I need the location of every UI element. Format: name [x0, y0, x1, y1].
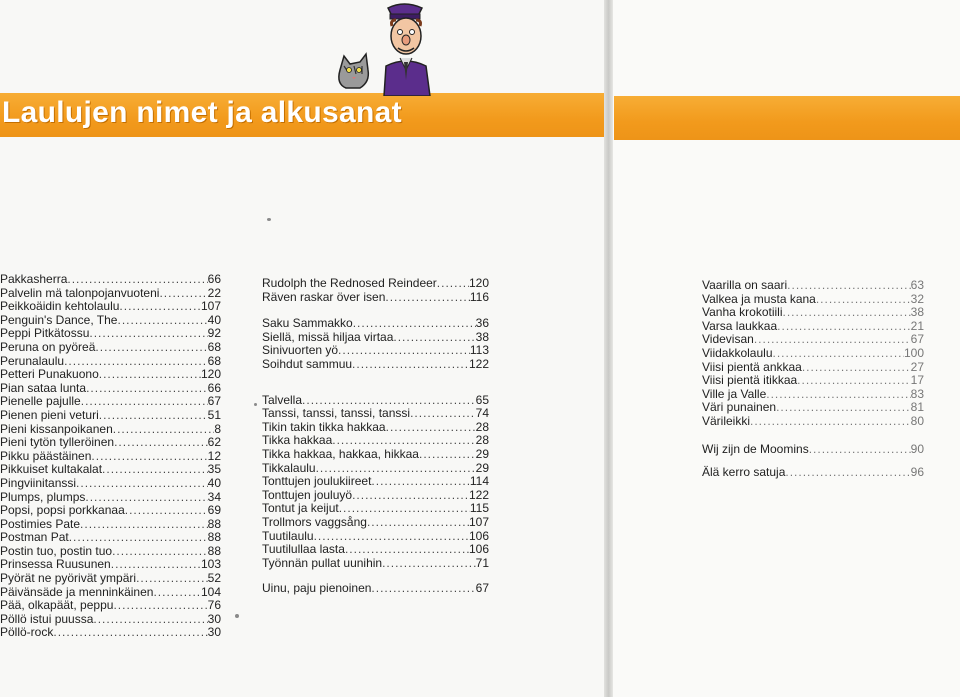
dot-leader — [777, 320, 910, 334]
page-number: 22 — [207, 285, 221, 300]
dot-leader — [302, 394, 476, 408]
page-number: 76 — [207, 598, 221, 613]
index-entry — [262, 407, 489, 421]
song-title: Pienelle pajulle — [0, 394, 81, 409]
dot-leader — [437, 277, 469, 291]
page-number: 120 — [200, 367, 221, 382]
dot-leader — [345, 543, 469, 557]
dot-leader — [386, 421, 476, 435]
song-title: Tontut ja keijut — [262, 501, 339, 516]
song-title: Palvelin mä talonpojanvuoteni — [0, 285, 160, 300]
dot-leader — [112, 545, 208, 559]
index-entry — [262, 489, 489, 503]
dot-leader — [89, 327, 207, 341]
group-spacer — [262, 372, 489, 394]
index-entry — [0, 287, 221, 301]
song-title: Pienen pieni veturi — [0, 407, 99, 422]
index-entry — [262, 557, 489, 571]
page-number: 122 — [468, 356, 489, 371]
song-title: Päivänsäde ja menninkäinen — [0, 584, 154, 599]
index-entry — [0, 531, 221, 545]
song-title: Sinivuorten yö — [262, 343, 339, 358]
index-entry — [0, 436, 221, 450]
song-title: Tonttujen jouluyö — [262, 487, 353, 502]
dot-leader — [754, 333, 911, 347]
group-spacer — [702, 429, 924, 443]
index-entry — [0, 491, 221, 505]
dot-leader — [86, 382, 208, 396]
page-number: 28 — [475, 433, 489, 448]
index-entry — [262, 434, 489, 448]
song-title: Viisi pientä itikkaa — [702, 373, 798, 388]
index-entry — [702, 443, 924, 457]
song-title: Penguin's Dance, The — [0, 312, 118, 327]
song-index-right-column — [702, 279, 924, 480]
dot-leader — [371, 475, 469, 489]
index-entry — [0, 613, 221, 627]
index-entry — [0, 518, 221, 532]
page-number: 67 — [910, 332, 924, 347]
page-number: 71 — [475, 555, 489, 570]
paper-speck — [235, 614, 239, 618]
index-entry — [262, 331, 489, 345]
song-title: Postman Pat — [0, 530, 69, 545]
song-title: Ville ja Valle — [702, 386, 767, 401]
song-title: Siellä, missä hiljaa virtaa — [262, 329, 394, 344]
song-title: Pyörät ne pyörivät ympäri — [0, 571, 137, 586]
page-number: 27 — [910, 359, 924, 374]
index-entry — [262, 344, 489, 358]
index-entry — [262, 543, 489, 557]
dot-leader — [797, 374, 910, 388]
page-number: 29 — [475, 446, 489, 461]
page-number: 100 — [903, 345, 924, 360]
postman-and-cat-illustration — [326, 0, 436, 96]
page-number: 116 — [469, 289, 489, 304]
index-entry — [262, 530, 489, 544]
dot-leader — [119, 300, 201, 314]
index-entry — [0, 273, 221, 287]
dot-leader — [371, 582, 475, 596]
dot-leader — [159, 287, 207, 301]
index-entry — [262, 516, 489, 530]
index-entry — [0, 504, 221, 518]
index-entry — [702, 415, 924, 429]
index-entry — [702, 388, 924, 402]
index-entry — [262, 317, 489, 331]
page-number: 81 — [910, 400, 924, 415]
page-number: 30 — [207, 625, 221, 640]
index-entry — [0, 558, 221, 572]
page-number: 106 — [468, 542, 489, 557]
index-entry — [0, 300, 221, 314]
song-title: Soihdut sammuu — [262, 356, 353, 371]
song-title: Pöllö-rock — [0, 625, 54, 640]
page-number: 17 — [910, 373, 924, 388]
index-entry — [0, 586, 221, 600]
index-entry — [702, 320, 924, 334]
page-number: 106 — [468, 528, 489, 543]
index-entry — [702, 374, 924, 388]
song-title: Tuutilullaa lasta — [262, 542, 345, 557]
song-title: Varsa laukkaa — [702, 318, 778, 333]
song-title: Popsi, popsi porkkanaa — [0, 503, 125, 518]
dot-leader — [367, 516, 469, 530]
page-number: 28 — [475, 419, 489, 434]
song-title: Vaarilla on saari — [702, 278, 788, 292]
dot-leader — [750, 415, 911, 429]
index-entry — [262, 291, 489, 305]
page-number: 68 — [207, 339, 221, 354]
dot-leader — [419, 448, 476, 462]
song-title: Pieni tytön tylleröinen — [0, 435, 115, 450]
page-number: 52 — [207, 571, 221, 586]
song-title: Viisi pientä ankkaa — [702, 359, 802, 374]
index-entry — [702, 293, 924, 307]
song-index-left-column — [0, 273, 221, 640]
dot-leader — [125, 504, 208, 518]
dot-leader — [382, 557, 476, 571]
index-entry — [0, 477, 221, 491]
dot-leader — [766, 388, 910, 402]
page-number: 66 — [207, 380, 221, 395]
song-title: Pakkasherra — [0, 272, 68, 286]
dot-leader — [95, 341, 207, 355]
page-number: 40 — [207, 475, 221, 490]
page-number: 80 — [910, 413, 924, 428]
page-number: 122 — [468, 487, 489, 502]
page-number: 113 — [469, 343, 489, 358]
dot-leader — [787, 279, 910, 293]
dot-leader — [64, 355, 208, 369]
dot-leader — [339, 502, 470, 516]
index-entry — [0, 382, 221, 396]
index-entry — [702, 347, 924, 361]
dot-leader — [99, 409, 208, 423]
song-title: Tanssi, tanssi, tanssi, tanssi — [262, 406, 411, 421]
dot-leader — [782, 306, 910, 320]
page-number: 36 — [475, 316, 489, 331]
index-entry — [0, 599, 221, 613]
index-entry — [0, 395, 221, 409]
page-number: 88 — [207, 516, 221, 531]
index-entry — [0, 341, 221, 355]
song-title: Talvella — [262, 392, 303, 407]
page-number: 38 — [475, 329, 489, 344]
page-number: 107 — [468, 514, 489, 529]
page-number: 83 — [910, 386, 924, 401]
song-title: Postin tuo, postin tuo — [0, 543, 113, 558]
song-title: Saku Sammakko — [262, 316, 353, 331]
page-number: 104 — [200, 584, 221, 599]
index-entry — [702, 279, 924, 293]
dot-leader — [352, 489, 469, 503]
page-number: 62 — [207, 435, 221, 450]
index-entry — [262, 502, 489, 516]
song-title: Valkea ja musta kana — [702, 291, 816, 306]
page-number: 92 — [207, 326, 221, 341]
dot-leader — [76, 477, 208, 491]
dot-leader — [114, 436, 208, 450]
song-index-middle-column — [262, 277, 489, 596]
index-entry — [262, 462, 489, 476]
postman-icon — [384, 4, 430, 96]
dot-leader — [99, 368, 201, 382]
page-number: 8 — [214, 421, 221, 436]
page-number: 114 — [469, 474, 489, 489]
book-gutter — [604, 0, 613, 697]
index-entry — [702, 333, 924, 347]
song-title: Työnnän pullat uunihin — [262, 555, 383, 570]
index-entry — [262, 448, 489, 462]
song-title: Viidakkolaulu — [702, 345, 773, 360]
song-title: Tikka hakkaa, hakkaa, hikkaa — [262, 446, 419, 461]
index-entry — [0, 626, 221, 640]
song-title: Peruna on pyöreä — [0, 339, 96, 354]
index-entry — [0, 463, 221, 477]
song-title: Vanha krokotiili — [702, 305, 783, 320]
song-title: Pingviinitanssi — [0, 475, 77, 490]
song-title: Perunalaulu — [0, 353, 65, 368]
song-title: Pöllö istui puussa — [0, 611, 94, 626]
index-entry — [0, 409, 221, 423]
dot-leader — [809, 443, 911, 457]
cat-icon — [339, 54, 368, 88]
song-title: Pikkuiset kultakalat — [0, 462, 103, 477]
song-title: Wij zijn de Moomins — [702, 441, 809, 456]
dot-leader — [53, 626, 207, 640]
dot-leader — [117, 314, 207, 328]
page-number: 115 — [469, 501, 489, 516]
index-entry — [0, 450, 221, 464]
index-entry — [0, 368, 221, 382]
dot-leader — [80, 518, 208, 532]
index-entry — [262, 582, 489, 596]
index-entry — [262, 475, 489, 489]
song-title: Räven raskar över isen — [262, 289, 386, 304]
song-title: Trollmors vaggsång — [262, 514, 367, 529]
song-title: Postimies Pate — [0, 516, 81, 531]
dot-leader — [67, 273, 207, 287]
dot-leader — [81, 395, 208, 409]
index-entry — [0, 327, 221, 341]
song-title: Pikku päästäinen — [0, 448, 92, 463]
song-title: Tonttujen joulukiireet — [262, 474, 372, 489]
song-title: Peikkoäidin kehtolaulu — [0, 299, 120, 314]
page-number: 34 — [207, 489, 221, 504]
page-number: 63 — [910, 278, 924, 292]
page-number: 67 — [475, 581, 489, 596]
song-title: Uinu, paju pienoinen — [262, 581, 372, 596]
dot-leader — [802, 361, 911, 375]
song-title: Prinsessa Ruusunen — [0, 557, 111, 572]
page-number: 120 — [468, 276, 489, 290]
index-entry — [702, 401, 924, 415]
song-title: Peppi Pitkätossu — [0, 326, 90, 341]
song-title: Värileikki — [702, 413, 751, 428]
song-title: Pian sataa lunta — [0, 380, 87, 395]
dot-leader — [136, 572, 208, 586]
dot-leader — [338, 344, 470, 358]
dot-leader — [314, 530, 469, 544]
page-title: Laulujen nimet ja alkusanat — [2, 96, 402, 129]
dot-leader — [785, 466, 910, 480]
dot-leader — [91, 450, 207, 464]
song-title: Petteri Punakuono — [0, 367, 99, 382]
page-number: 69 — [207, 503, 221, 518]
index-entry — [0, 314, 221, 328]
dot-leader — [113, 599, 207, 613]
dot-leader — [316, 462, 476, 476]
index-entry — [702, 361, 924, 375]
page-number: 38 — [910, 305, 924, 320]
song-title: Pää, olkapäät, peppu — [0, 598, 114, 613]
page-number: 66 — [207, 272, 221, 286]
page-number: 32 — [910, 291, 924, 306]
song-title: Tikin takin tikka hakkaa — [262, 419, 386, 434]
song-title: Väri punainen — [702, 400, 777, 415]
page-number: 21 — [910, 318, 924, 333]
dot-leader — [332, 434, 475, 448]
page-number: 65 — [475, 392, 489, 407]
dot-leader — [353, 317, 476, 331]
index-entry — [262, 421, 489, 435]
paper-speck — [254, 403, 257, 406]
index-entry — [262, 394, 489, 408]
dot-leader — [816, 293, 911, 307]
song-title: Rudolph the Rednosed Reindeer — [262, 276, 437, 290]
index-entry — [262, 277, 489, 291]
page-number: 67 — [207, 394, 221, 409]
dot-leader — [85, 491, 207, 505]
page-number: 35 — [207, 462, 221, 477]
index-entry — [0, 545, 221, 559]
dot-leader — [773, 347, 904, 361]
dot-leader — [153, 586, 201, 600]
index-entry — [702, 466, 924, 480]
page-number: 30 — [207, 611, 221, 626]
index-entry — [702, 306, 924, 320]
page-number: 90 — [910, 441, 924, 456]
song-title: Tuutilaulu — [262, 528, 314, 543]
page-number: 29 — [475, 460, 489, 475]
dot-leader — [102, 463, 208, 477]
page-number: 88 — [207, 530, 221, 545]
page-number: 40 — [207, 312, 221, 327]
index-entry — [0, 572, 221, 586]
page-number: 88 — [207, 543, 221, 558]
page-number: 103 — [200, 557, 221, 572]
dot-leader — [410, 407, 476, 421]
paper-speck — [267, 218, 271, 221]
dot-leader — [352, 358, 469, 372]
title-banner-right — [614, 96, 960, 140]
page-number: 68 — [207, 353, 221, 368]
page-number: 96 — [910, 465, 924, 480]
song-title: Älä kerro satuja — [702, 465, 786, 480]
page-number: 74 — [475, 406, 489, 421]
dot-leader — [93, 613, 207, 627]
dot-leader — [776, 401, 911, 415]
index-entry — [0, 423, 221, 437]
dot-leader — [113, 423, 215, 437]
song-title: Tikka hakkaa — [262, 433, 333, 448]
song-title: Pieni kissanpoikanen — [0, 421, 113, 436]
dot-leader — [385, 291, 469, 305]
song-title: Videvisan — [702, 332, 754, 347]
song-title: Tikkalaulu — [262, 460, 316, 475]
dot-leader — [111, 558, 201, 572]
song-title: Plumps, plumps — [0, 489, 86, 504]
dot-leader — [69, 531, 208, 545]
index-entry — [0, 355, 221, 369]
page-number: 12 — [207, 448, 221, 463]
index-entry — [262, 358, 489, 372]
page-number: 107 — [200, 299, 221, 314]
dot-leader — [393, 331, 475, 345]
page-number: 51 — [207, 407, 221, 422]
